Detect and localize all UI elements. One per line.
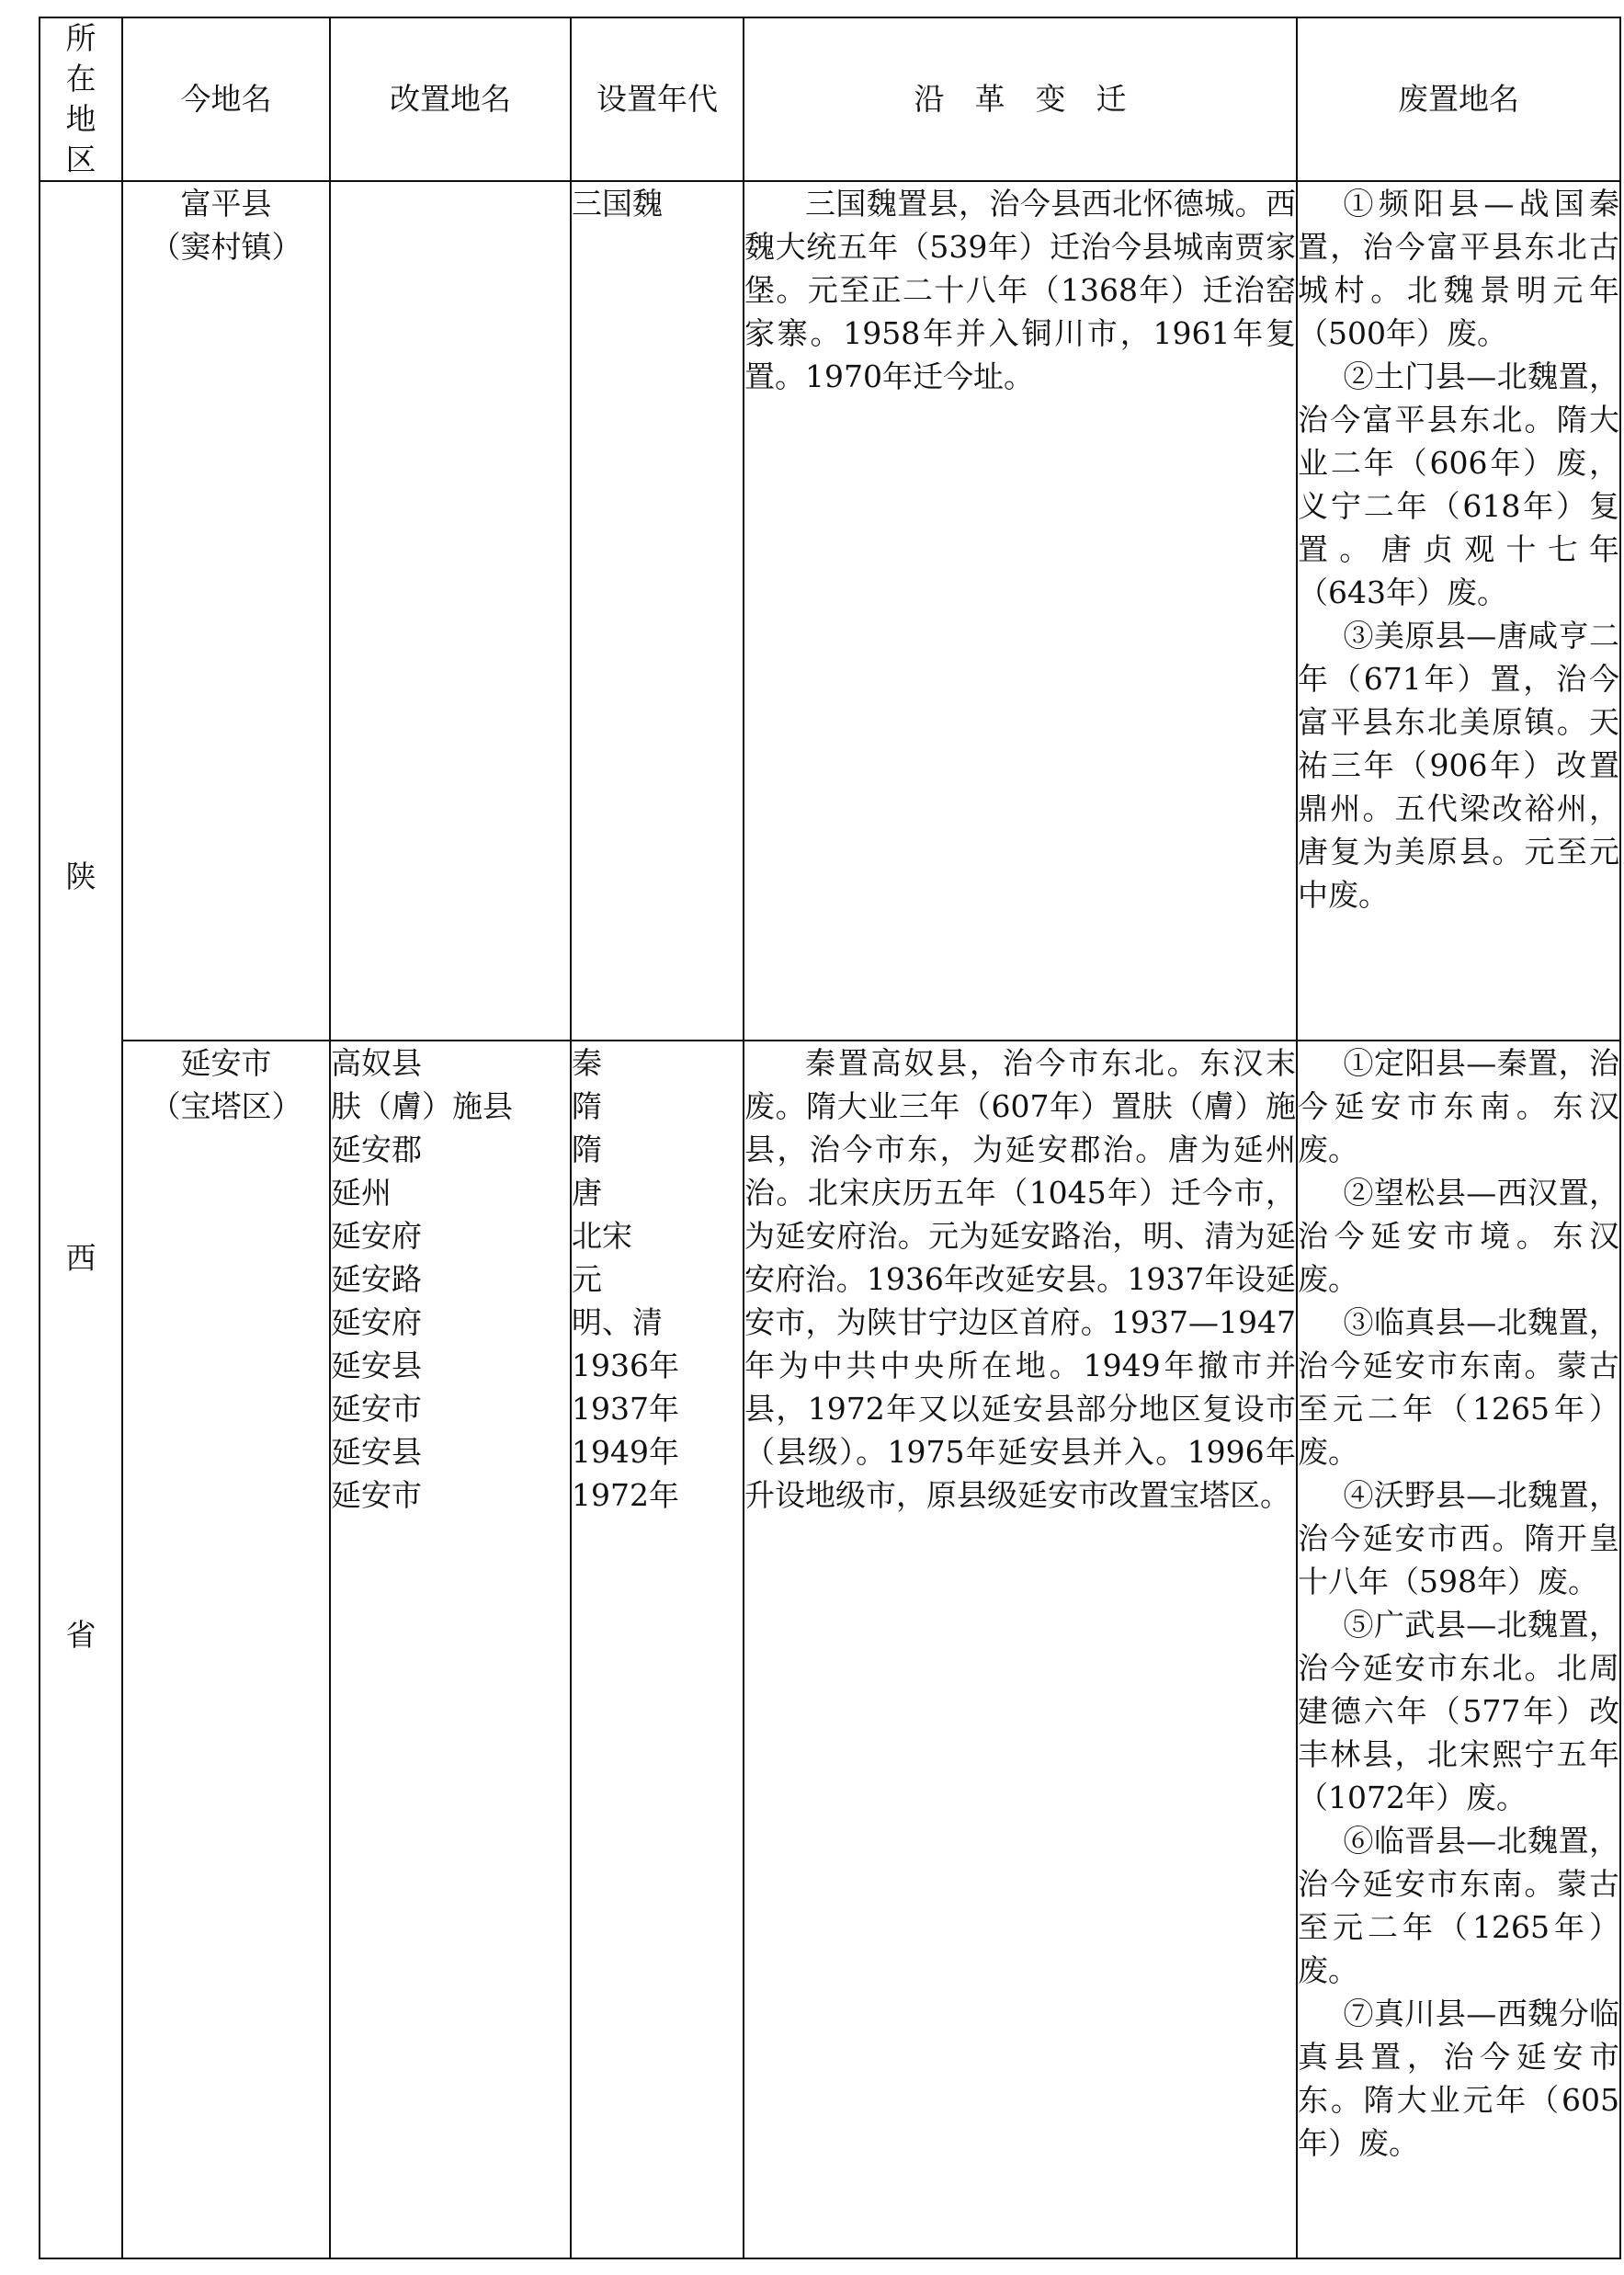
- abolished-cell: [1297, 1041, 1620, 2258]
- abolished-item: ①定阳县—秦置，治今延安市东南。东汉废。: [1298, 1045, 1619, 1167]
- renamed-cell: [330, 181, 571, 1041]
- era-item: 秦: [572, 1045, 602, 1081]
- era-cell: [571, 1041, 744, 2258]
- renamed-item: 高奴县: [331, 1045, 422, 1081]
- renamed-item: 延安县: [331, 1434, 422, 1470]
- abolished-item: ⑥临晋县—北魏置，治今延安市东南。蒙古至元二年（1265年）废。: [1298, 1823, 1619, 1988]
- renamed-item: 延安郡: [331, 1132, 422, 1167]
- table-row: [40, 181, 1620, 1041]
- abolished-item: ②望松县—西汉置，治今延安市境。东汉废。: [1298, 1175, 1619, 1297]
- header-abolished: 废置地名: [1297, 17, 1620, 181]
- current-name: 富平县: [180, 186, 272, 222]
- table-row: [40, 1041, 1620, 2258]
- current-name-cell: [122, 1041, 330, 2258]
- renamed-item: 延安路: [331, 1261, 422, 1297]
- era-item: 唐: [572, 1175, 602, 1211]
- abolished-cell: [1297, 181, 1620, 1041]
- era-item: 1949年: [572, 1434, 679, 1470]
- history-text: 三国魏置县，治今县西北怀德城。西魏大统五年（539年）迁治今县城南贾家堡。元至正二十八年（1368年）迁治窑家寨。1958年并入铜川市，1961年复置。1970年迁今址。: [744, 186, 1296, 394]
- current-name-note: （宝塔区）: [150, 1088, 302, 1124]
- region-char: 陕: [65, 859, 97, 894]
- current-name-note: （窦村镇）: [150, 229, 302, 265]
- header-row: [40, 17, 1620, 181]
- renamed-item: 延安市: [331, 1391, 422, 1427]
- history-cell: [744, 181, 1297, 1041]
- abolished-item: ⑤广武县—北魏置，治今延安市东北。北周建德六年（577年）改丰林县，北宋熙宁五年（1072年）废。: [1298, 1607, 1619, 1815]
- header-renamed: 改置地名: [330, 17, 571, 181]
- abolished-item: ①频阳县—战国秦置，治今富平县东北古城村。北魏景明元年（500年）废。: [1298, 186, 1619, 351]
- era-item: 隋: [572, 1088, 602, 1124]
- history-cell: [744, 1041, 1297, 2258]
- renamed-item: 延安市: [331, 1477, 422, 1513]
- abolished-item: ④沃野县—北魏置，治今延安市西。隋开皇十八年（598年）废。: [1298, 1477, 1619, 1599]
- renamed-item: 延安县: [331, 1348, 422, 1383]
- region-cell: [40, 181, 122, 2258]
- era-item: 1972年: [572, 1477, 679, 1513]
- current-name-cell: [122, 181, 330, 1041]
- renamed-item: 延安府: [331, 1218, 422, 1254]
- era-item: 元: [572, 1261, 602, 1297]
- abolished-item: ③临真县—北魏置，治今延安市东南。蒙古至元二年（1265年）废。: [1298, 1304, 1619, 1470]
- history-table: [39, 17, 1621, 2259]
- renamed-item: 延安府: [331, 1304, 422, 1340]
- header-history: 沿 革 变 迁: [744, 17, 1297, 181]
- abolished-item: ②土门县—北魏置，治今富平县东北。隋大业二年（606年）废，义宁二年（618年）复置。唐贞观十七年（643年）废。: [1298, 358, 1619, 610]
- current-name: 延安市: [180, 1045, 272, 1081]
- era-item: 明、清: [572, 1304, 663, 1340]
- header-region: 所在地区: [40, 17, 122, 181]
- header-current-name: 今地名: [122, 17, 330, 181]
- era-item: 1937年: [572, 1391, 679, 1427]
- history-text: 秦置高奴县，治今市东北。东汉末废。隋大业三年（607年）置肤（膚）施县，治今市东，为延安郡治。唐为延州治。北宋庆历五年（1045年）迁今市，为延安府治。元为延安路治，明、清为延安府治。1936年改延安县。1937年设延安市，为陕甘宁边区首府。1937—1947年为中共中央所在地。1949年撤市并县，1972年又以延安县部分地区复设市（县级）。1975年延安县并入。1996年升设地级市，原县级延安市改置宝塔区。: [744, 1045, 1296, 1513]
- renamed-item: 延州: [331, 1175, 392, 1211]
- era-item: 三国魏: [572, 186, 663, 222]
- abolished-item: ③美原县—唐咸亨二年（671年）置，治今富平县东北美原镇。天祐三年（906年）改置鼎州。五代梁改裕州，唐复为美原县。元至元中废。: [1298, 618, 1619, 913]
- region-char: 西: [65, 1240, 97, 1276]
- era-item: 北宋: [572, 1218, 632, 1254]
- era-item: 隋: [572, 1132, 602, 1167]
- renamed-item: 肤（膚）施县: [331, 1088, 513, 1124]
- region-char: 省: [65, 1617, 97, 1653]
- era-item: 1936年: [572, 1348, 679, 1383]
- renamed-cell: [330, 1041, 571, 2258]
- header-era: 设置年代: [571, 17, 744, 181]
- era-cell: [571, 181, 744, 1041]
- abolished-item: ⑦真川县—西魏分临真县置，治今延安市东。隋大业元年（605年）废。: [1298, 1996, 1619, 2161]
